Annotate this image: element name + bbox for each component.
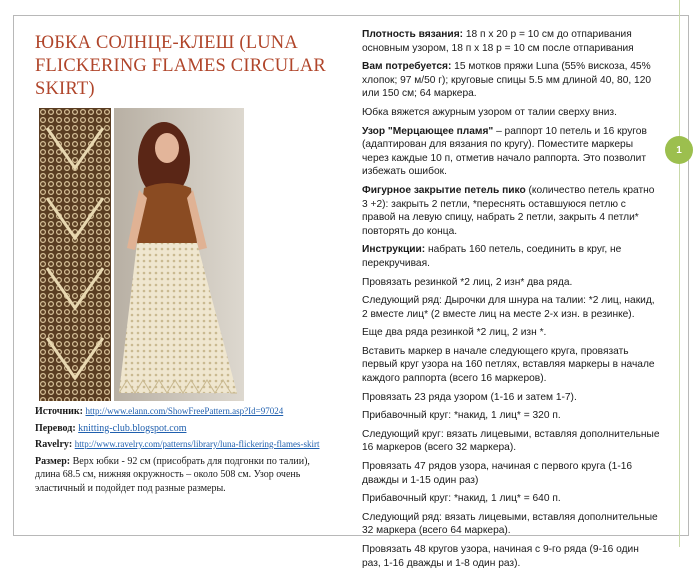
step-paragraph: Следующий ряд: вязать лицевыми, вставляя дополнительные 32 маркера (всего 64 маркера). [362,511,658,537]
step-paragraph: Следующий круг: вязать лицевыми, вставляя дополнительные 16 маркеров (всего 32 маркера). [362,428,660,454]
source-line: Источник: http://www.elann.com/ShowFreePattern.asp?Id=97024 [35,406,284,417]
ravelry-line: Ravelry: http://www.ravelry.com/patterns/library/luna-flickering-flames-skirt [35,439,320,450]
left-info-block [35,405,335,498]
gauge-paragraph: Плотность вязания: 18 п х 20 р = 10 см до отпаривания основным узором, 18 п х 18 р = 10 см после отпаривания [362,29,634,54]
ravelry-link[interactable]: http://www.ravelry.com/patterns/library/luna-flickering-flames-skirt [74,439,320,449]
translation-line: Перевод: knitting-club.blogspot.com [35,422,187,434]
page-title: ЮБКА СОЛНЦЕ-КЛЕШ (LUNA FLICKERING FLAMES CIRCULAR SKIRT) [35,33,326,99]
page-margin-line [679,0,680,547]
step-paragraph: Провязать 48 кругов узора, начиная с 9-го ряда (9-16 один раз, 1-16 дважды и 1-8 один раз). [362,544,639,569]
page-number-badge: 1 [665,136,693,164]
translation-link[interactable]: knitting-club.blogspot.com [78,422,187,434]
pattern-photo [39,108,244,401]
skirt-photo-illustration [39,108,244,401]
step-paragraph: Провязать 23 ряда узором (1-16 и затем 1-7). [362,391,577,403]
materials-paragraph: Вам потребуется: 15 мотков пряжи Luna (55% вискоза, 45% хлопок; 97 м/50 г); круговые спицы 5.5 мм длиной 40, 80, 120 или 150 см; 64 маркера. [362,61,652,100]
step-paragraph: Провязать резинкой *2 лиц, 2 изн* два ряда. [362,276,573,288]
step-paragraph: Еще два ряда резинкой *2 лиц, 2 изн *. [362,327,547,339]
picot-bindoff-paragraph: Фигурное закрытие петель пико (количество петель кратно 3 +2): закрыть 2 петли, *переснять оставшуюся петлю с правой на левую спицу, набрать 2 петли, закрыть 4 петли* повторять до конца. [362,184,655,237]
step-paragraph: Вставить маркер в начале следующего круга, провязать первый круг узора на 160 петлях, вставляя маркеры в начале каждого раппорта (всего 16 маркеров). [362,345,655,385]
stitch-pattern-paragraph: Узор "Мерцающее пламя" – раппорт 10 петель и 16 кругов (адаптирован для вязания по кругу). Поместите маркеры через каждые 10 п, отметив начало раппорта. Это позволит избежать ошибок. [362,125,647,178]
source-link[interactable]: http://www.elann.com/ShowFreePattern.asp?Id=97024 [85,406,284,416]
lace-swatch [39,108,111,401]
step-paragraph: Провязать 47 рядов узора, начиная с первого круга (1-16 дважды и 1-15 один раз) [362,461,633,486]
size-line: Размер: Верх юбки - 92 см (присобрать для подгонки по талии), длина 68.5 см, нижняя окружность – около 508 см. Узор очень эластичный и подойдет под разные размеры. [35,455,310,494]
instructions-column [362,28,660,575]
step-paragraph: Прибавочный круг: *накид, 1 лиц* = 640 п. [362,493,561,505]
instructions-paragraph: Инструкции: набрать 160 петель, соединить в круг, не перекручивая. [362,244,622,269]
intro-paragraph: Юбка вяжется ажурным узором от талии сверху вниз. [362,106,617,118]
step-paragraph: Прибавочный круг: *накид, 1 лиц* = 320 п. [362,410,561,422]
step-paragraph: Следующий ряд: Дырочки для шнура на талии: *2 лиц, накид, 2 вместе лиц* (2 вместе лиц на месте 2-х изн. в резинке). [362,295,655,320]
